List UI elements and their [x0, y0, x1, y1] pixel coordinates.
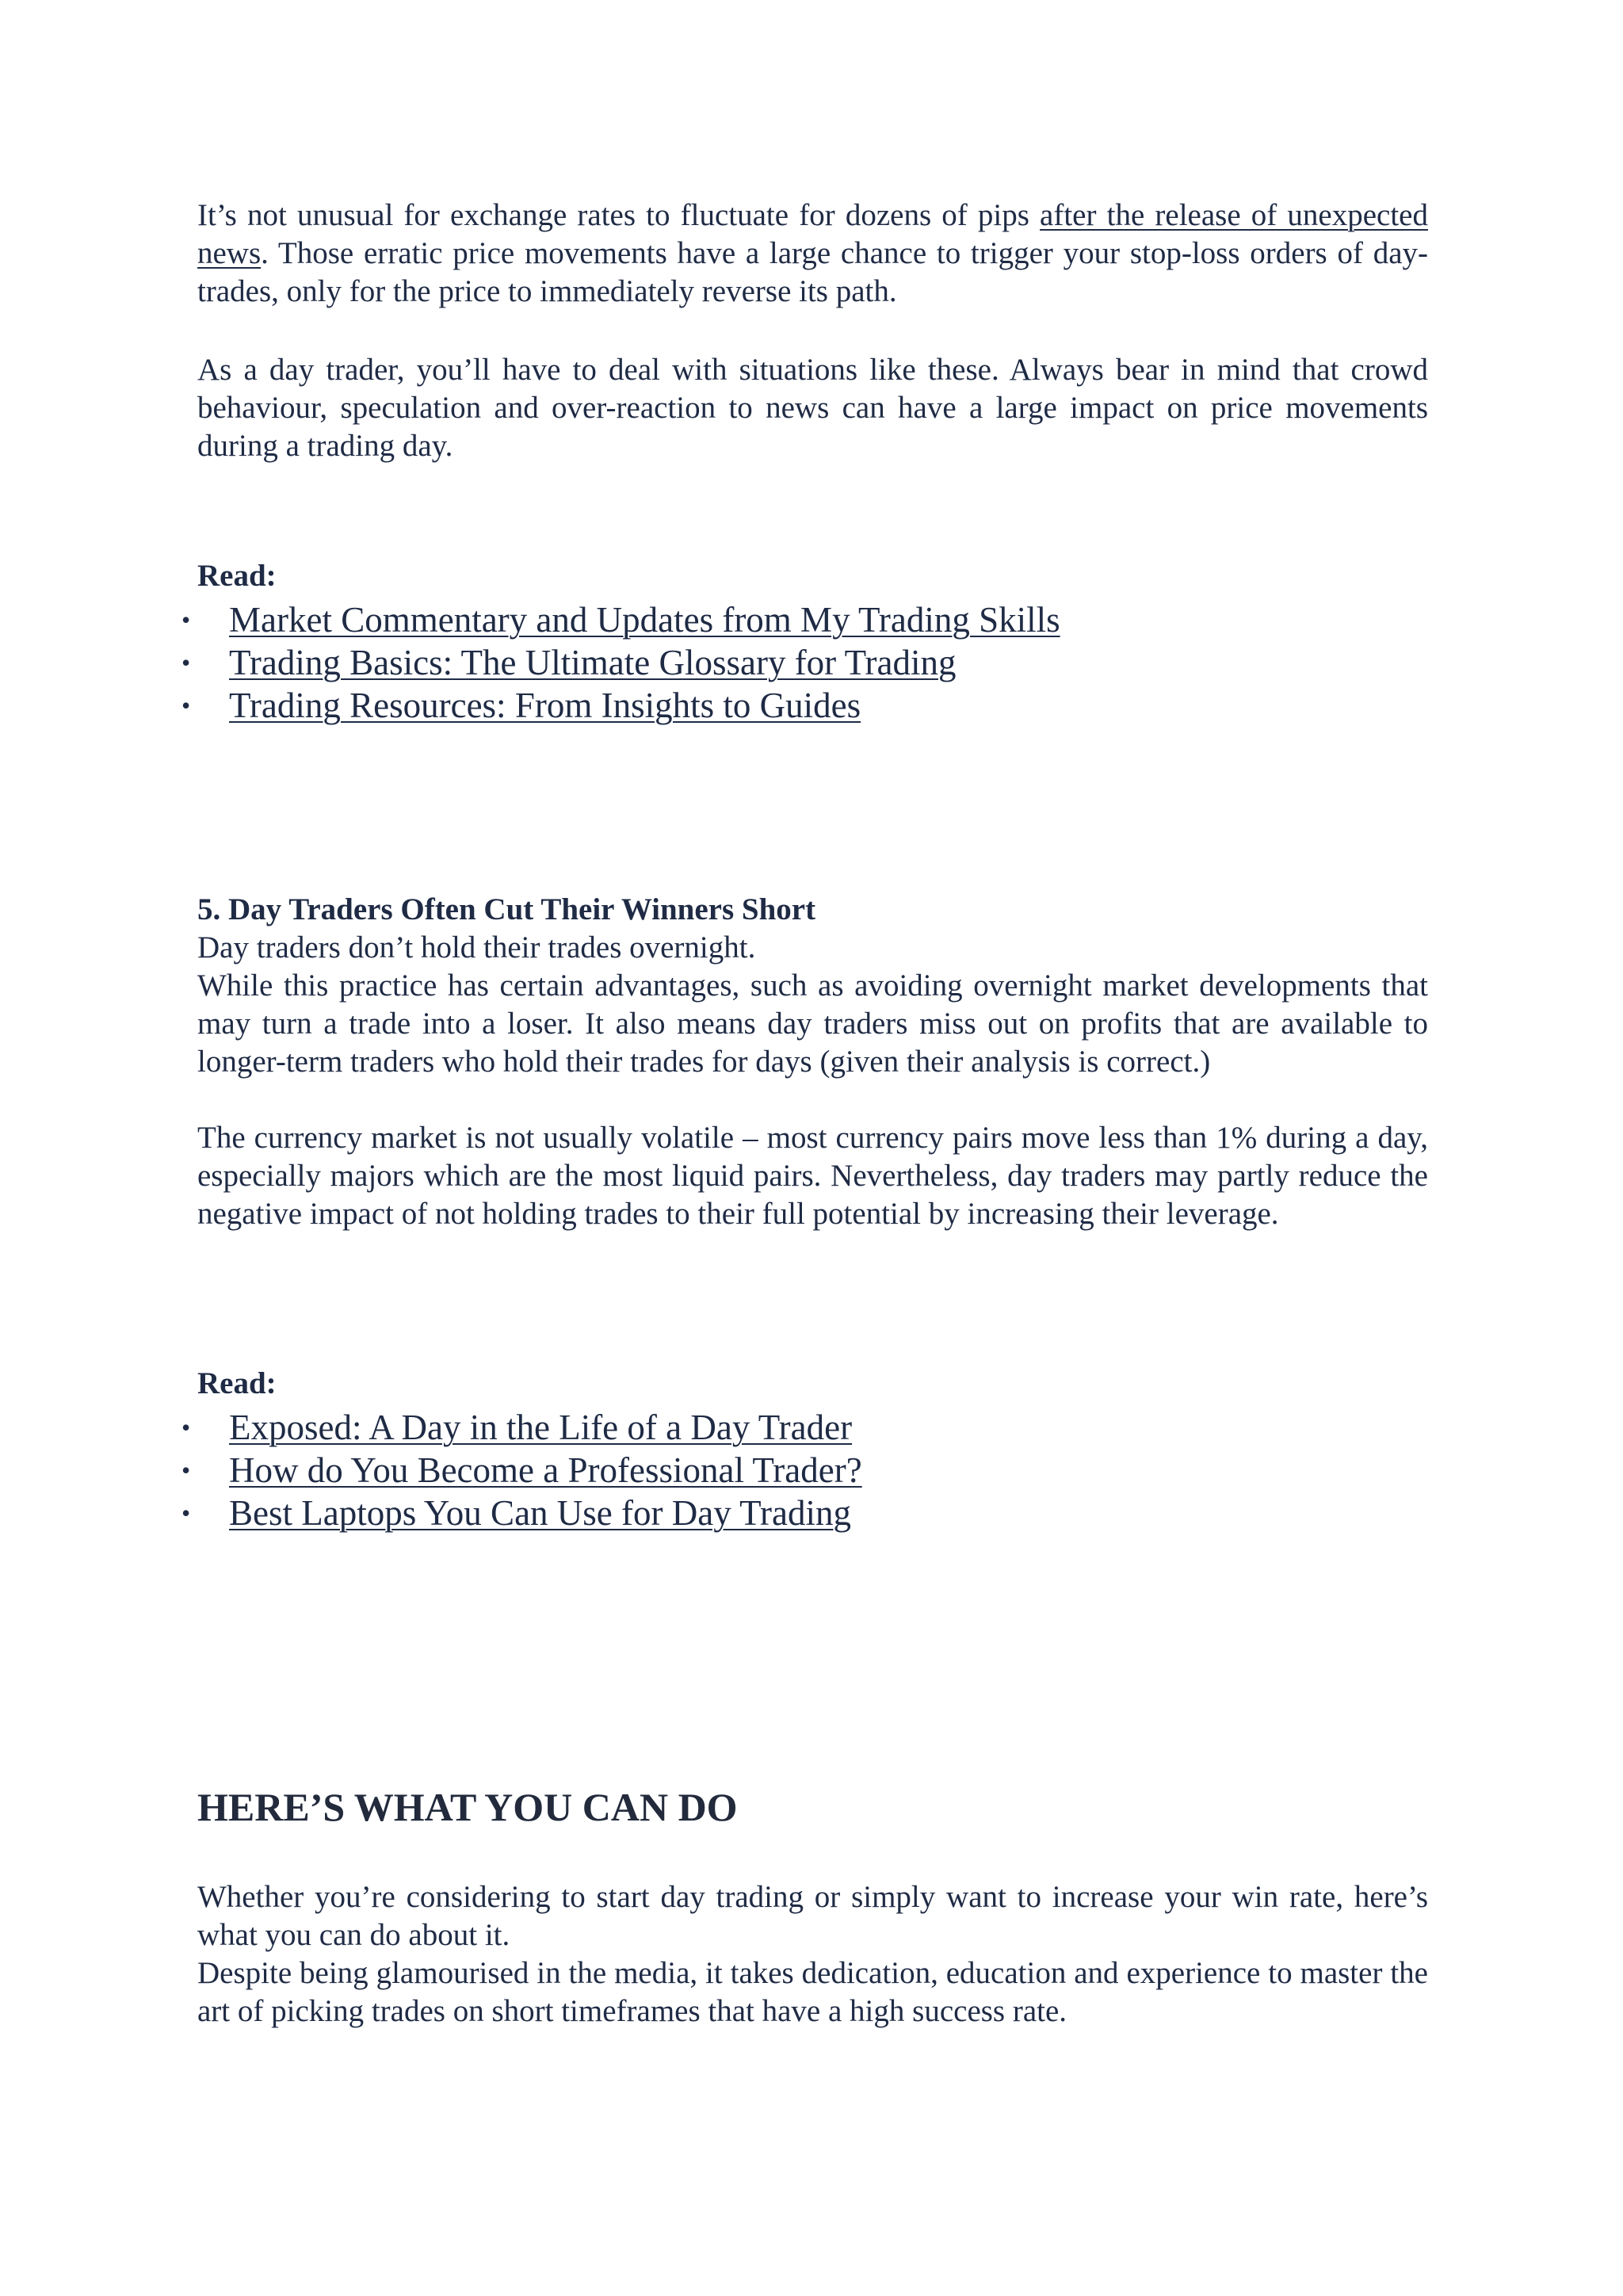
read-block-2 [181, 1365, 1428, 1534]
read-label: Read: [197, 559, 277, 593]
list-item [181, 684, 1428, 727]
intro-paragraph-2: As a day trader, you’ll have to deal with situations like these. Always bear in mind that crowd behaviour, speculation and over-reaction to news can have a large impact on price movements during a trading day. [197, 353, 1428, 463]
day-in-life-link[interactable]: Exposed: A Day in the Life of a Day Trader [229, 1408, 853, 1447]
list-item [181, 1406, 1428, 1449]
read-block-1 [181, 557, 1428, 727]
intro-paragraph-1 [197, 197, 1428, 311]
read-links-list [181, 1406, 1428, 1534]
trading-resources-link[interactable]: Trading Resources: From Insights to Guides [229, 686, 861, 725]
trading-basics-link[interactable]: Trading Basics: The Ultimate Glossary for Trading [229, 643, 957, 682]
list-item [181, 641, 1428, 684]
bullet-icon: • [181, 1456, 191, 1484]
list-item [181, 598, 1428, 641]
bullet-icon: • [181, 691, 191, 720]
list-item [181, 1492, 1428, 1534]
bullet-icon: • [181, 648, 191, 677]
section-5-paragraph-1: Day traders don’t hold their trades overnight. [197, 930, 756, 965]
market-commentary-link[interactable]: Market Commentary and Updates from My Trading Skills [229, 600, 1060, 640]
read-label: Read: [197, 1366, 277, 1400]
intro-text-part-2: . Those erratic price movements have a large chance to trigger your stop-loss orders of day-trades, only for the price to immediately reverse its path. [197, 236, 1428, 308]
unexpected-news-link[interactable]: after the release of unexpected news [197, 198, 1428, 270]
final-paragraph-2: Despite being glamourised in the media, it takes dedication, education and experience to master the art of picking trades on short timeframes that have a high success rate. [197, 1956, 1428, 2028]
intro-text-part-1: It’s not unusual for exchange rates to fluctuate for dozens of pips [197, 198, 1041, 232]
bullet-icon: • [181, 1413, 191, 1442]
section-title: HERE’S WHAT YOU CAN DO [197, 1785, 738, 1829]
professional-trader-link[interactable]: How do You Become a Professional Trader? [229, 1450, 862, 1490]
final-section-body [197, 1878, 1428, 2030]
section-5-heading: 5. Day Traders Often Cut Their Winners Short [197, 892, 816, 926]
list-item [181, 1449, 1428, 1492]
final-paragraph-1: Whether you’re considering to start day trading or simply want to increase your win rate, here’s what you can do about it. [197, 1880, 1428, 1952]
read-links-list [181, 598, 1428, 727]
section-5-paragraph-3: The currency market is not usually volatile – most currency pairs move less than 1% during a day, especially majors which are the most liquid pairs. Nevertheless, day traders may partly reduce the negative impact of not holding trades to their full potential by increasing their leverage. [197, 1121, 1428, 1231]
section-5-paragraph-2: While this practice has certain advantages, such as avoiding overnight market developments that may turn a trade into a loser. It also means day traders miss out on profits that are available to longer-term traders who hold their trades for days (given their analysis is correct.) [197, 968, 1428, 1079]
bullet-icon: • [181, 1499, 191, 1527]
section-5 [197, 891, 1428, 1233]
bullet-icon: • [181, 606, 191, 634]
best-laptops-link[interactable]: Best Laptops You Can Use for Day Trading [229, 1493, 852, 1533]
